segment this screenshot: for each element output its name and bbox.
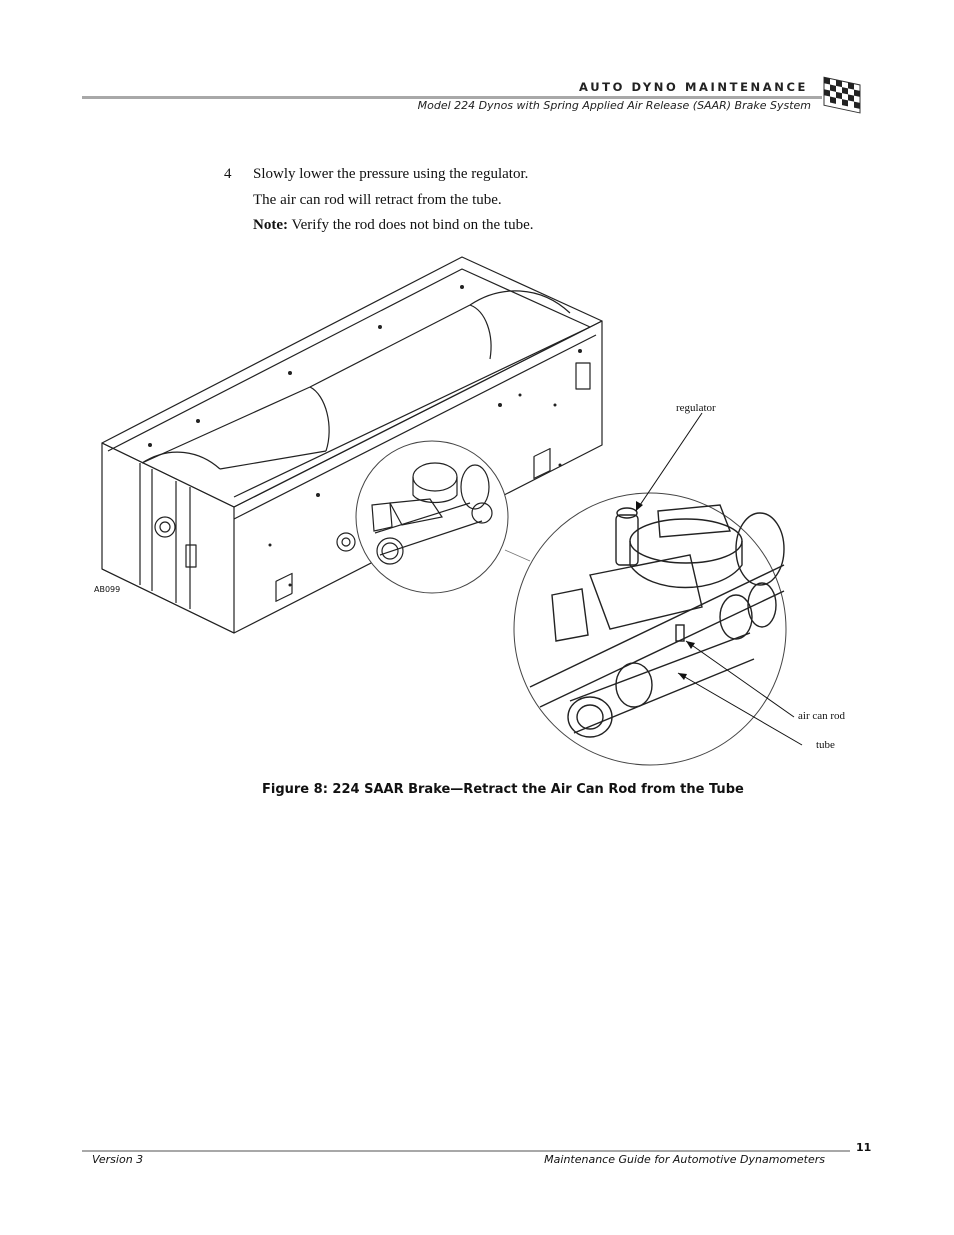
footer-version: Version 3 xyxy=(92,1153,144,1166)
checkered-flag-icon xyxy=(818,74,866,118)
note-text: Verify the rod does not bind on the tube. xyxy=(291,217,534,233)
step-result: The air can rod will retract from the tube. xyxy=(253,192,502,208)
page-number: 11 xyxy=(856,1141,872,1154)
note-label: Note: xyxy=(253,217,288,233)
callout-tube: tube xyxy=(816,739,835,751)
step-number: 4 xyxy=(224,166,232,182)
figure-caption: Figure 8: 224 SAAR Brake—Retract the Air Can Rod from the Tube xyxy=(262,782,744,797)
saar-brake-illustration xyxy=(90,255,860,775)
figure-code: AB099 xyxy=(94,585,121,594)
callout-regulator: regulator xyxy=(676,402,716,414)
footer-rule xyxy=(82,1150,850,1152)
step-note xyxy=(253,217,534,234)
callout-air-can-rod: air can rod xyxy=(798,710,846,722)
section-title: AUTO DYNO MAINTENANCE xyxy=(579,80,808,94)
step-instruction: Slowly lower the pressure using the regulator. xyxy=(253,166,529,182)
footer-guide-title: Maintenance Guide for Automotive Dynamometers xyxy=(544,1153,825,1166)
header-subtitle: Model 224 Dynos with Spring Applied Air Release (SAAR) Brake System xyxy=(417,99,811,112)
